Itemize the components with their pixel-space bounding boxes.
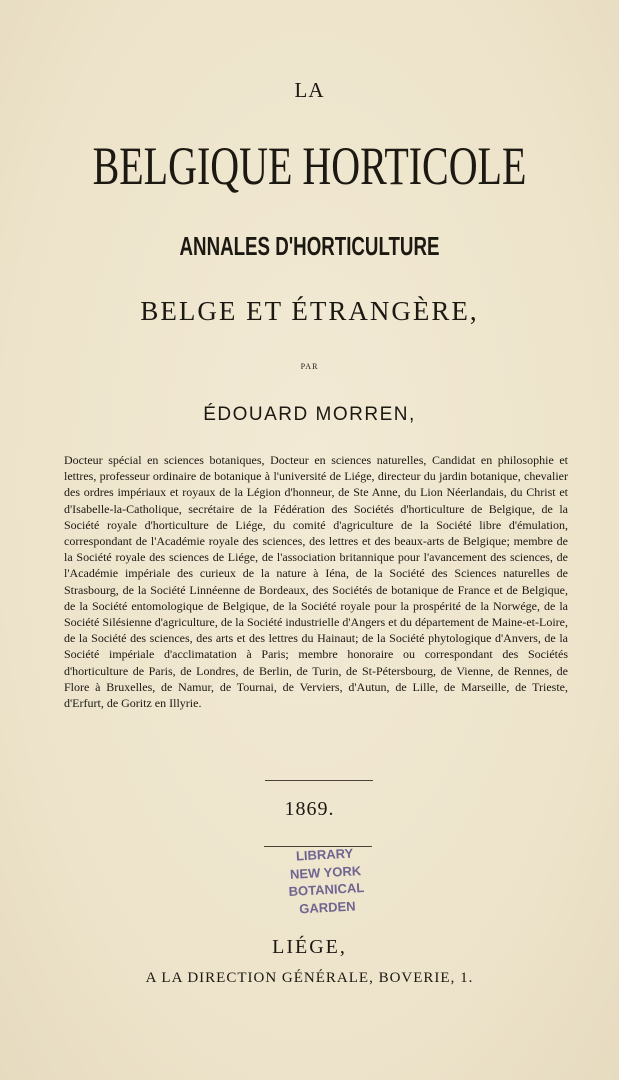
title-article: LA [294, 78, 325, 102]
divider-rule [265, 780, 373, 781]
subtitle-belge-etrangere: BELGE ET ÉTRANGÈRE, [140, 296, 479, 326]
stamp-line: NEW YORK [289, 862, 362, 882]
stamp-line: GARDEN [298, 898, 356, 916]
imprint-address: A LA DIRECTION GÉNÉRALE, BOVERIE, 1. [145, 970, 474, 986]
author-credentials: Docteur spécial en sciences botaniques, Docteur en sciences naturelles, Candidat en philosophie et lettres, professeur ordinaire de botanique à l'université de Liége, directeur du jardin botanique, chevalier des ordres impériaux et royaux de la Légion d'honneur, de Ste Anne, du Lion Néerlandais, du Christ et d'Isabelle-la-Catholique, secrétaire de la Fédération des Sociétés d'horticulture de Belgique, de la Société royale d'horticulture de Liége, du comité d'agriculture de la Société libre d'émulation, correspondant de l'Académie royale des sciences, des lettres et des beaux-arts de Belgique; membre de la Société royale des sciences de Liége, de l'association britannique pour l'avancement des sciences, de l'Académie impériale des curieux de la nature à Iéna, de la Société des Sciences naturelles de Strasbourg, de la Société Linnéenne de Bordeaux, des Sociétés de botanique de France et de Belgique, de la Société entomologique de Belgique, de la Société royale pour la prospérité de la Norwége, de la Société Silésienne d'agriculture, de la Société industrielle d'Angers et du département de Maine-et-Loire, de la Société des sciences, des arts et des lettres du Hainaut; de la Société phytologique d'Anvers, de la Société impériale d'acclimatation à Paris; membre honoraire ou correspondant des Sociétés d'horticulture de Paris, de Londres, de Berlin, de Turin, de St-Pétersbourg, de Vienne, de Rennes, de Flore à Bruxelles, de Namur, de Tournai, de Verviers, d'Autun, de Lille, de Marseille, de Trieste, d'Erfurt, de Goritz en Illyrie. [64, 453, 568, 711]
author-name: ÉDOUARD MORREN, [203, 404, 416, 425]
stamp-line: LIBRARY [295, 845, 354, 864]
main-title: BELGIQUE HORTICOLE [92, 136, 527, 196]
subtitle-annales: ANNALES D'HORTICULTURE [179, 231, 440, 261]
byline-par: PAR [300, 362, 319, 371]
library-stamp [274, 843, 378, 918]
stamp-line: BOTANICAL [288, 880, 365, 899]
publication-year: 1869. [284, 798, 335, 820]
imprint-city: LIÉGE, [272, 936, 347, 958]
